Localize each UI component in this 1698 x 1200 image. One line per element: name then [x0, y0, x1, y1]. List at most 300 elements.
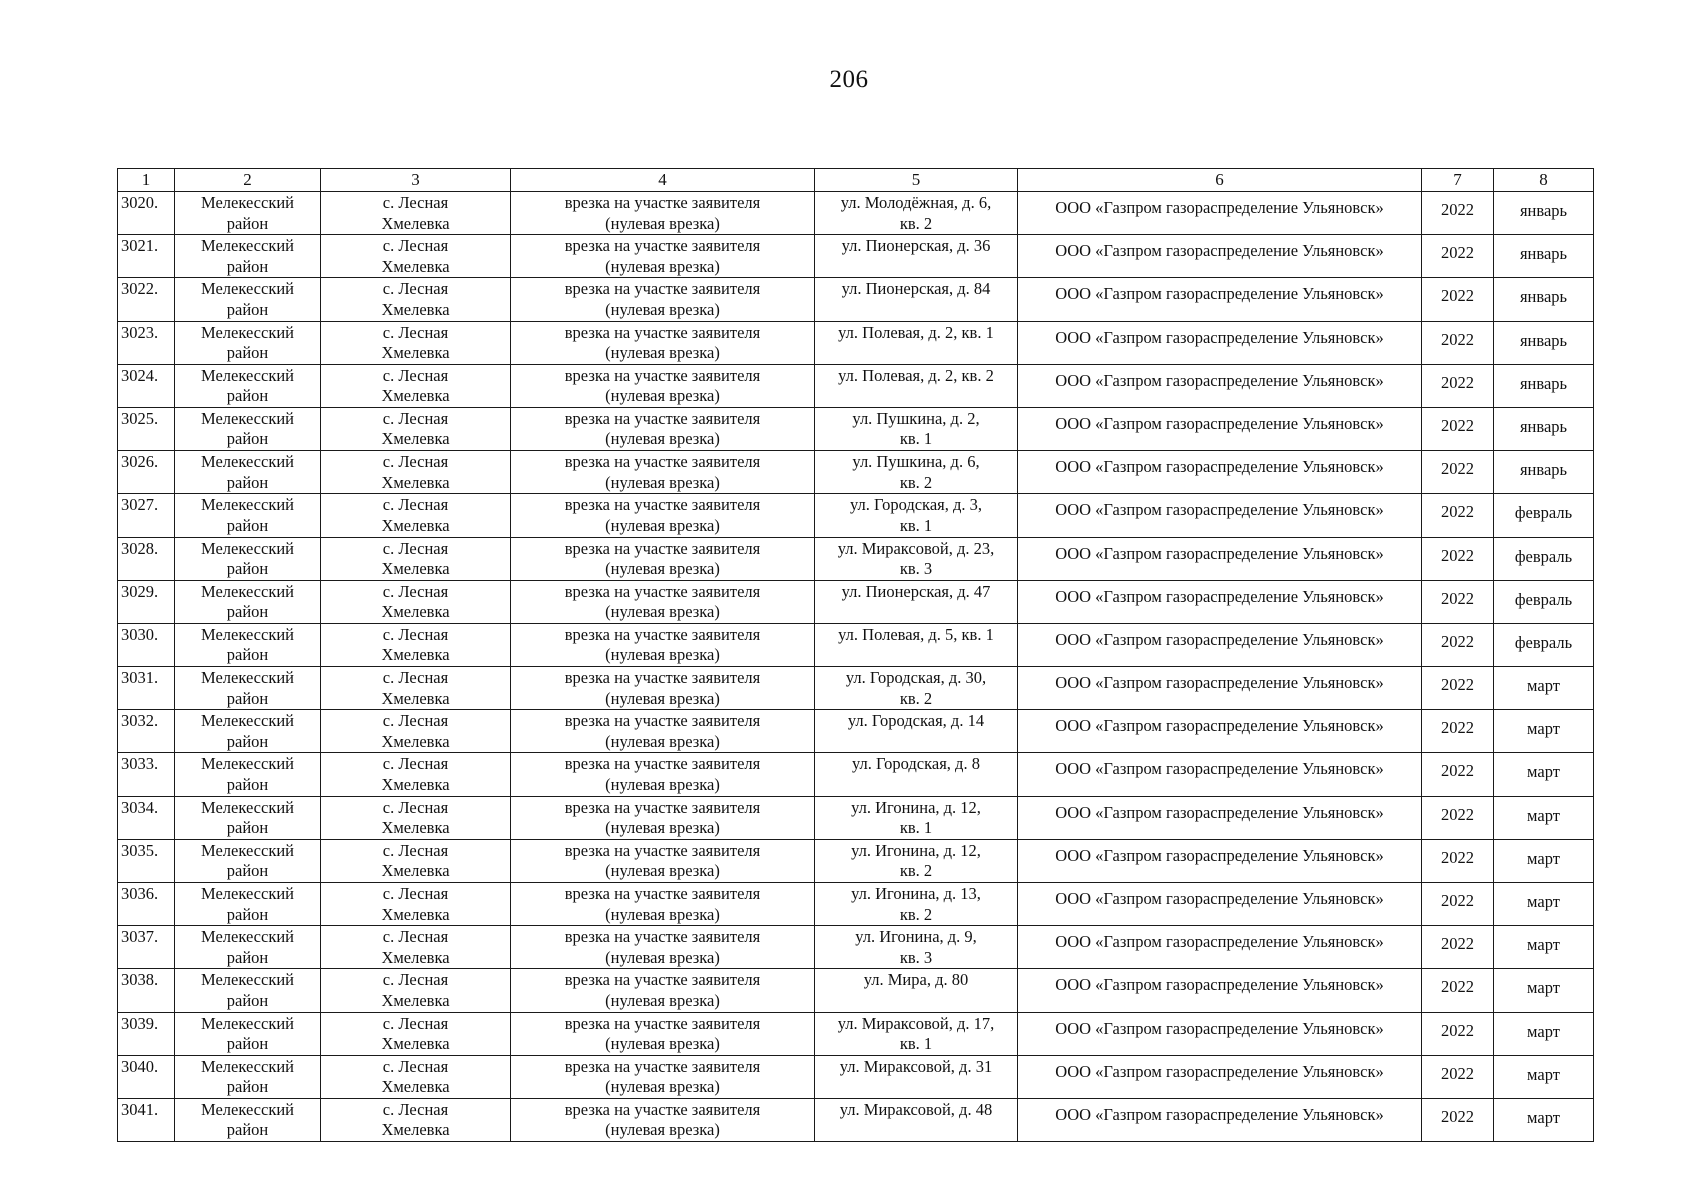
cell-address: [815, 883, 1018, 926]
cell-work-line: (нулевая врезка): [605, 688, 720, 708]
cell-year: 2022: [1422, 321, 1494, 364]
header-col-2: 2: [175, 169, 321, 192]
cell-village-line: Хмелевка: [381, 774, 450, 794]
cell-org: ООО «Газпром газораспределение Ульяновск»: [1018, 753, 1422, 796]
table-body: [118, 192, 1594, 1142]
cell-district-line: район: [226, 515, 269, 535]
cell-village: [321, 364, 511, 407]
cell-num: 3040.: [118, 1055, 175, 1098]
cell-work-line: (нулевая врезка): [605, 343, 720, 363]
cell-month: февраль: [1494, 580, 1594, 623]
cell-district: [175, 1012, 321, 1055]
header-col-7: 7: [1422, 169, 1494, 192]
cell-district-line: Мелекесский: [201, 754, 294, 774]
cell-district: [175, 667, 321, 710]
cell-village-line: Хмелевка: [381, 645, 450, 665]
cell-org: ООО «Газпром газораспределение Ульяновск»: [1018, 710, 1422, 753]
cell-address-line: ул. Мира, д. 80: [863, 970, 969, 990]
cell-address-line: ул. Полевая, д. 2, кв. 1: [838, 322, 994, 342]
cell-address: [815, 969, 1018, 1012]
cell-address: [815, 580, 1018, 623]
cell-village-line: Хмелевка: [381, 256, 450, 276]
cell-village-line: с. Лесная: [382, 1056, 449, 1076]
cell-village: [321, 969, 511, 1012]
cell-work-line: (нулевая врезка): [605, 947, 720, 967]
cell-village-line: Хмелевка: [381, 818, 450, 838]
cell-district-line: Мелекесский: [201, 408, 294, 428]
cell-district-line: Мелекесский: [201, 193, 294, 212]
table-row: [118, 969, 1594, 1012]
cell-address: [815, 192, 1018, 235]
cell-village: [321, 753, 511, 796]
cell-year: 2022: [1422, 710, 1494, 753]
cell-year: 2022: [1422, 1098, 1494, 1141]
cell-work: [511, 321, 815, 364]
cell-district-line: Мелекесский: [201, 840, 294, 860]
cell-org: ООО «Газпром газораспределение Ульяновск»: [1018, 1012, 1422, 1055]
cell-address-line: ул. Пионерская, д. 36: [841, 236, 991, 256]
cell-district-line: район: [226, 559, 269, 578]
cell-district: [175, 494, 321, 537]
cell-district-line: Мелекесский: [201, 322, 294, 342]
cell-month: январь: [1494, 364, 1594, 407]
cell-village: [321, 278, 511, 321]
cell-address-line: ул. Игонина, д. 12,: [851, 840, 981, 860]
cell-village-line: с. Лесная: [382, 193, 449, 212]
cell-village: [321, 494, 511, 537]
cell-year: 2022: [1422, 883, 1494, 926]
cell-month: март: [1494, 969, 1594, 1012]
cell-address-line: ул. Молодёжная, д. 6,: [840, 193, 992, 212]
cell-num: 3038.: [118, 969, 175, 1012]
cell-district-line: Мелекесский: [201, 1056, 294, 1076]
cell-address-line: кв. 3: [899, 559, 933, 578]
cell-address: [815, 753, 1018, 796]
cell-district: [175, 580, 321, 623]
cell-year: 2022: [1422, 580, 1494, 623]
cell-year: 2022: [1422, 192, 1494, 235]
cell-address-line: ул. Городская, д. 14: [847, 711, 985, 731]
cell-village: [321, 537, 511, 580]
cell-village-line: с. Лесная: [382, 322, 449, 342]
cell-work: [511, 1098, 815, 1141]
cell-year: 2022: [1422, 278, 1494, 321]
cell-address: [815, 710, 1018, 753]
cell-work-line: врезка на участке заявителя: [564, 624, 761, 644]
cell-district-line: район: [226, 1077, 269, 1097]
cell-org: ООО «Газпром газораспределение Ульяновск»: [1018, 494, 1422, 537]
cell-work-line: (нулевая врезка): [605, 386, 720, 406]
cell-num: 3032.: [118, 710, 175, 753]
cell-village: [321, 1012, 511, 1055]
cell-org: ООО «Газпром газораспределение Ульяновск»: [1018, 839, 1422, 882]
cell-village-line: с. Лесная: [382, 538, 449, 558]
cell-num: 3021.: [118, 235, 175, 278]
cell-village: [321, 839, 511, 882]
cell-district-line: район: [226, 472, 269, 492]
cell-district-line: Мелекесский: [201, 581, 294, 601]
cell-village-line: Хмелевка: [381, 472, 450, 492]
cell-village-line: Хмелевка: [381, 602, 450, 622]
cell-district-line: район: [226, 429, 269, 449]
cell-month: февраль: [1494, 623, 1594, 666]
cell-district-line: Мелекесский: [201, 538, 294, 558]
cell-num: 3026.: [118, 451, 175, 494]
cell-district: [175, 451, 321, 494]
cell-year: 2022: [1422, 407, 1494, 450]
cell-address: [815, 623, 1018, 666]
cell-year: 2022: [1422, 796, 1494, 839]
cell-year: 2022: [1422, 364, 1494, 407]
cell-address: [815, 494, 1018, 537]
cell-address: [815, 321, 1018, 364]
cell-address-line: ул. Игонина, д. 9,: [855, 927, 977, 947]
table-row: [118, 494, 1594, 537]
cell-org: ООО «Газпром газораспределение Ульяновск»: [1018, 278, 1422, 321]
cell-district-line: Мелекесский: [201, 279, 294, 299]
cell-village: [321, 796, 511, 839]
cell-num: 3029.: [118, 580, 175, 623]
cell-work-line: (нулевая врезка): [605, 299, 720, 319]
cell-district-line: Мелекесский: [201, 1013, 294, 1033]
cell-year: 2022: [1422, 451, 1494, 494]
cell-village-line: Хмелевка: [381, 1120, 450, 1140]
header-col-6: 6: [1018, 169, 1422, 192]
cell-district: [175, 926, 321, 969]
cell-num: 3039.: [118, 1012, 175, 1055]
cell-work: [511, 796, 815, 839]
cell-month: январь: [1494, 192, 1594, 235]
cell-village: [321, 235, 511, 278]
cell-district-line: Мелекесский: [201, 1099, 294, 1119]
cell-month: февраль: [1494, 537, 1594, 580]
cell-district: [175, 1055, 321, 1098]
cell-district: [175, 1098, 321, 1141]
cell-address-line: кв. 1: [899, 515, 933, 535]
cell-work-line: (нулевая врезка): [605, 472, 720, 492]
cell-village-line: с. Лесная: [382, 581, 449, 601]
cell-village: [321, 192, 511, 235]
cell-org: ООО «Газпром газораспределение Ульяновск»: [1018, 407, 1422, 450]
cell-district: [175, 623, 321, 666]
cell-year: 2022: [1422, 926, 1494, 969]
cell-month: январь: [1494, 278, 1594, 321]
cell-district-line: Мелекесский: [201, 927, 294, 947]
cell-month: март: [1494, 1012, 1594, 1055]
cell-address-line: ул. Пушкина, д. 6,: [852, 452, 980, 472]
header-col-5: 5: [815, 169, 1018, 192]
table-row: [118, 1012, 1594, 1055]
cell-district: [175, 364, 321, 407]
cell-district-line: Мелекесский: [201, 970, 294, 990]
cell-district-line: район: [226, 1034, 269, 1054]
cell-district-line: район: [226, 861, 269, 881]
cell-district: [175, 753, 321, 796]
cell-address-line: ул. Мираксовой, д. 17,: [837, 1013, 995, 1033]
cell-org: ООО «Газпром газораспределение Ульяновск»: [1018, 623, 1422, 666]
cell-work: [511, 839, 815, 882]
cell-address: [815, 1012, 1018, 1055]
cell-village-line: с. Лесная: [382, 408, 449, 428]
cell-district-line: Мелекесский: [201, 624, 294, 644]
cell-num: 3037.: [118, 926, 175, 969]
cell-village: [321, 451, 511, 494]
cell-num: 3033.: [118, 753, 175, 796]
cell-address: [815, 667, 1018, 710]
cell-address: [815, 364, 1018, 407]
cell-address-line: кв. 2: [899, 472, 933, 492]
cell-work-line: врезка на участке заявителя: [564, 970, 761, 990]
cell-district: [175, 278, 321, 321]
cell-work-line: врезка на участке заявителя: [564, 322, 761, 342]
cell-village-line: Хмелевка: [381, 213, 450, 233]
table-row: [118, 235, 1594, 278]
cell-org: ООО «Газпром газораспределение Ульяновск»: [1018, 969, 1422, 1012]
cell-work-line: (нулевая врезка): [605, 645, 720, 665]
cell-num: 3027.: [118, 494, 175, 537]
cell-address-line: кв. 1: [899, 1034, 933, 1054]
cell-work: [511, 364, 815, 407]
cell-num: 3031.: [118, 667, 175, 710]
cell-work-line: (нулевая врезка): [605, 429, 720, 449]
cell-work: [511, 710, 815, 753]
cell-village-line: Хмелевка: [381, 299, 450, 319]
cell-year: 2022: [1422, 623, 1494, 666]
cell-address: [815, 1055, 1018, 1098]
cell-village-line: с. Лесная: [382, 495, 449, 515]
cell-address-line: ул. Мираксовой, д. 31: [839, 1056, 993, 1076]
cell-work-line: (нулевая врезка): [605, 774, 720, 794]
cell-village-line: Хмелевка: [381, 559, 450, 578]
cell-district-line: район: [226, 731, 269, 751]
cell-org: ООО «Газпром газораспределение Ульяновск»: [1018, 364, 1422, 407]
cell-village-line: Хмелевка: [381, 1034, 450, 1054]
cell-month: март: [1494, 839, 1594, 882]
cell-address-line: ул. Полевая, д. 5, кв. 1: [838, 624, 994, 644]
cell-address-line: кв. 2: [899, 861, 933, 881]
cell-district-line: район: [226, 602, 269, 622]
cell-work-line: (нулевая врезка): [605, 731, 720, 751]
cell-village-line: с. Лесная: [382, 279, 449, 299]
header-col-3: 3: [321, 169, 511, 192]
cell-work-line: врезка на участке заявителя: [564, 408, 761, 428]
cell-work: [511, 580, 815, 623]
cell-work-line: (нулевая врезка): [605, 213, 720, 233]
cell-work-line: врезка на участке заявителя: [564, 754, 761, 774]
cell-org: ООО «Газпром газораспределение Ульяновск»: [1018, 667, 1422, 710]
cell-work-line: (нулевая врезка): [605, 256, 720, 276]
cell-district-line: район: [226, 774, 269, 794]
cell-address-line: ул. Игонина, д. 13,: [851, 884, 981, 903]
cell-village-line: Хмелевка: [381, 861, 450, 881]
cell-district-line: район: [226, 947, 269, 967]
table-row: [118, 451, 1594, 494]
header-col-4: 4: [511, 169, 815, 192]
cell-district-line: район: [226, 256, 269, 276]
cell-village-line: Хмелевка: [381, 515, 450, 535]
cell-district-line: Мелекесский: [201, 365, 294, 385]
cell-work: [511, 192, 815, 235]
table-header: [118, 169, 1594, 192]
cell-year: 2022: [1422, 235, 1494, 278]
cell-work: [511, 753, 815, 796]
cell-month: март: [1494, 926, 1594, 969]
cell-village-line: с. Лесная: [382, 970, 449, 990]
cell-year: 2022: [1422, 839, 1494, 882]
cell-district-line: район: [226, 818, 269, 838]
cell-village: [321, 321, 511, 364]
cell-num: 3030.: [118, 623, 175, 666]
cell-district: [175, 796, 321, 839]
table-row: [118, 364, 1594, 407]
cell-org: ООО «Газпром газораспределение Ульяновск»: [1018, 321, 1422, 364]
cell-work-line: (нулевая врезка): [605, 602, 720, 622]
table-row: [118, 537, 1594, 580]
cell-work: [511, 407, 815, 450]
cell-num: 3041.: [118, 1098, 175, 1141]
cell-village: [321, 623, 511, 666]
cell-address-line: кв. 2: [899, 688, 933, 708]
cell-district: [175, 321, 321, 364]
cell-village: [321, 667, 511, 710]
cell-village-line: с. Лесная: [382, 236, 449, 256]
cell-work-line: врезка на участке заявителя: [564, 452, 761, 472]
cell-work-line: врезка на участке заявителя: [564, 1056, 761, 1076]
cell-address-line: кв. 2: [899, 213, 933, 233]
cell-village: [321, 1055, 511, 1098]
cell-month: март: [1494, 667, 1594, 710]
cell-village-line: с. Лесная: [382, 754, 449, 774]
cell-year: 2022: [1422, 753, 1494, 796]
cell-village-line: Хмелевка: [381, 947, 450, 967]
cell-work-line: (нулевая врезка): [605, 1034, 720, 1054]
cell-address-line: кв. 3: [899, 947, 933, 967]
cell-district: [175, 883, 321, 926]
cell-num: 3028.: [118, 537, 175, 580]
cell-district-line: район: [226, 904, 269, 924]
cell-work-line: врезка на участке заявителя: [564, 193, 761, 212]
cell-address: [815, 537, 1018, 580]
cell-district-line: Мелекесский: [201, 236, 294, 256]
cell-work-line: врезка на участке заявителя: [564, 236, 761, 256]
cell-work-line: врезка на участке заявителя: [564, 538, 761, 558]
table-row: [118, 1055, 1594, 1098]
cell-org: ООО «Газпром газораспределение Ульяновск»: [1018, 580, 1422, 623]
cell-district: [175, 710, 321, 753]
document-table: [117, 168, 1594, 1142]
cell-address-line: кв. 1: [899, 818, 933, 838]
cell-org: ООО «Газпром газораспределение Ульяновск»: [1018, 1098, 1422, 1141]
cell-num: 3036.: [118, 883, 175, 926]
cell-district: [175, 407, 321, 450]
cell-address-line: ул. Мираксовой, д. 48: [839, 1099, 993, 1119]
cell-num: 3035.: [118, 839, 175, 882]
cell-village-line: с. Лесная: [382, 797, 449, 817]
cell-work: [511, 278, 815, 321]
cell-org: ООО «Газпром газораспределение Ульяновск»: [1018, 451, 1422, 494]
cell-village: [321, 580, 511, 623]
cell-district-line: район: [226, 1120, 269, 1140]
cell-work: [511, 537, 815, 580]
cell-month: февраль: [1494, 494, 1594, 537]
cell-work: [511, 883, 815, 926]
cell-district-line: Мелекесский: [201, 797, 294, 817]
cell-district-line: район: [226, 990, 269, 1010]
cell-work: [511, 494, 815, 537]
cell-year: 2022: [1422, 1055, 1494, 1098]
cell-org: ООО «Газпром газораспределение Ульяновск»: [1018, 926, 1422, 969]
cell-month: март: [1494, 710, 1594, 753]
cell-org: ООО «Газпром газораспределение Ульяновск»: [1018, 1055, 1422, 1098]
cell-district: [175, 969, 321, 1012]
cell-district: [175, 235, 321, 278]
cell-work: [511, 1055, 815, 1098]
header-row: [118, 169, 1594, 192]
cell-village: [321, 710, 511, 753]
cell-work: [511, 451, 815, 494]
cell-num: 3020.: [118, 192, 175, 235]
cell-month: январь: [1494, 451, 1594, 494]
table-row: [118, 839, 1594, 882]
cell-month: январь: [1494, 235, 1594, 278]
cell-district-line: район: [226, 299, 269, 319]
cell-work-line: врезка на участке заявителя: [564, 797, 761, 817]
cell-work-line: врезка на участке заявителя: [564, 840, 761, 860]
cell-village-line: с. Лесная: [382, 1099, 449, 1119]
cell-work: [511, 667, 815, 710]
cell-year: 2022: [1422, 667, 1494, 710]
cell-village: [321, 926, 511, 969]
cell-district: [175, 839, 321, 882]
cell-work: [511, 623, 815, 666]
cell-village-line: Хмелевка: [381, 904, 450, 924]
cell-district: [175, 537, 321, 580]
cell-address-line: ул. Мираксовой, д. 23,: [837, 538, 995, 558]
cell-work-line: врезка на участке заявителя: [564, 365, 761, 385]
cell-num: 3024.: [118, 364, 175, 407]
cell-address: [815, 278, 1018, 321]
cell-village-line: с. Лесная: [382, 711, 449, 731]
cell-address: [815, 926, 1018, 969]
cell-village: [321, 407, 511, 450]
cell-work-line: (нулевая врезка): [605, 990, 720, 1010]
cell-month: январь: [1494, 407, 1594, 450]
cell-address: [815, 407, 1018, 450]
cell-address: [815, 451, 1018, 494]
cell-work: [511, 1012, 815, 1055]
cell-work-line: врезка на участке заявителя: [564, 927, 761, 947]
page-number: 206: [829, 66, 869, 93]
table-row: [118, 796, 1594, 839]
cell-village-line: с. Лесная: [382, 668, 449, 688]
cell-month: март: [1494, 1055, 1594, 1098]
cell-village-line: с. Лесная: [382, 1013, 449, 1033]
table-row: [118, 667, 1594, 710]
cell-address-line: ул. Городская, д. 30,: [845, 668, 987, 688]
cell-address-line: ул. Пионерская, д. 47: [841, 581, 991, 601]
cell-work-line: (нулевая врезка): [605, 861, 720, 881]
cell-address-line: ул. Городская, д. 3,: [849, 495, 983, 515]
cell-work-line: (нулевая врезка): [605, 559, 720, 578]
cell-district-line: район: [226, 688, 269, 708]
cell-work-line: (нулевая врезка): [605, 515, 720, 535]
cell-village-line: Хмелевка: [381, 990, 450, 1010]
table-row: [118, 192, 1594, 235]
cell-work: [511, 235, 815, 278]
table-row: [118, 623, 1594, 666]
cell-village-line: Хмелевка: [381, 429, 450, 449]
cell-org: ООО «Газпром газораспределение Ульяновск»: [1018, 883, 1422, 926]
